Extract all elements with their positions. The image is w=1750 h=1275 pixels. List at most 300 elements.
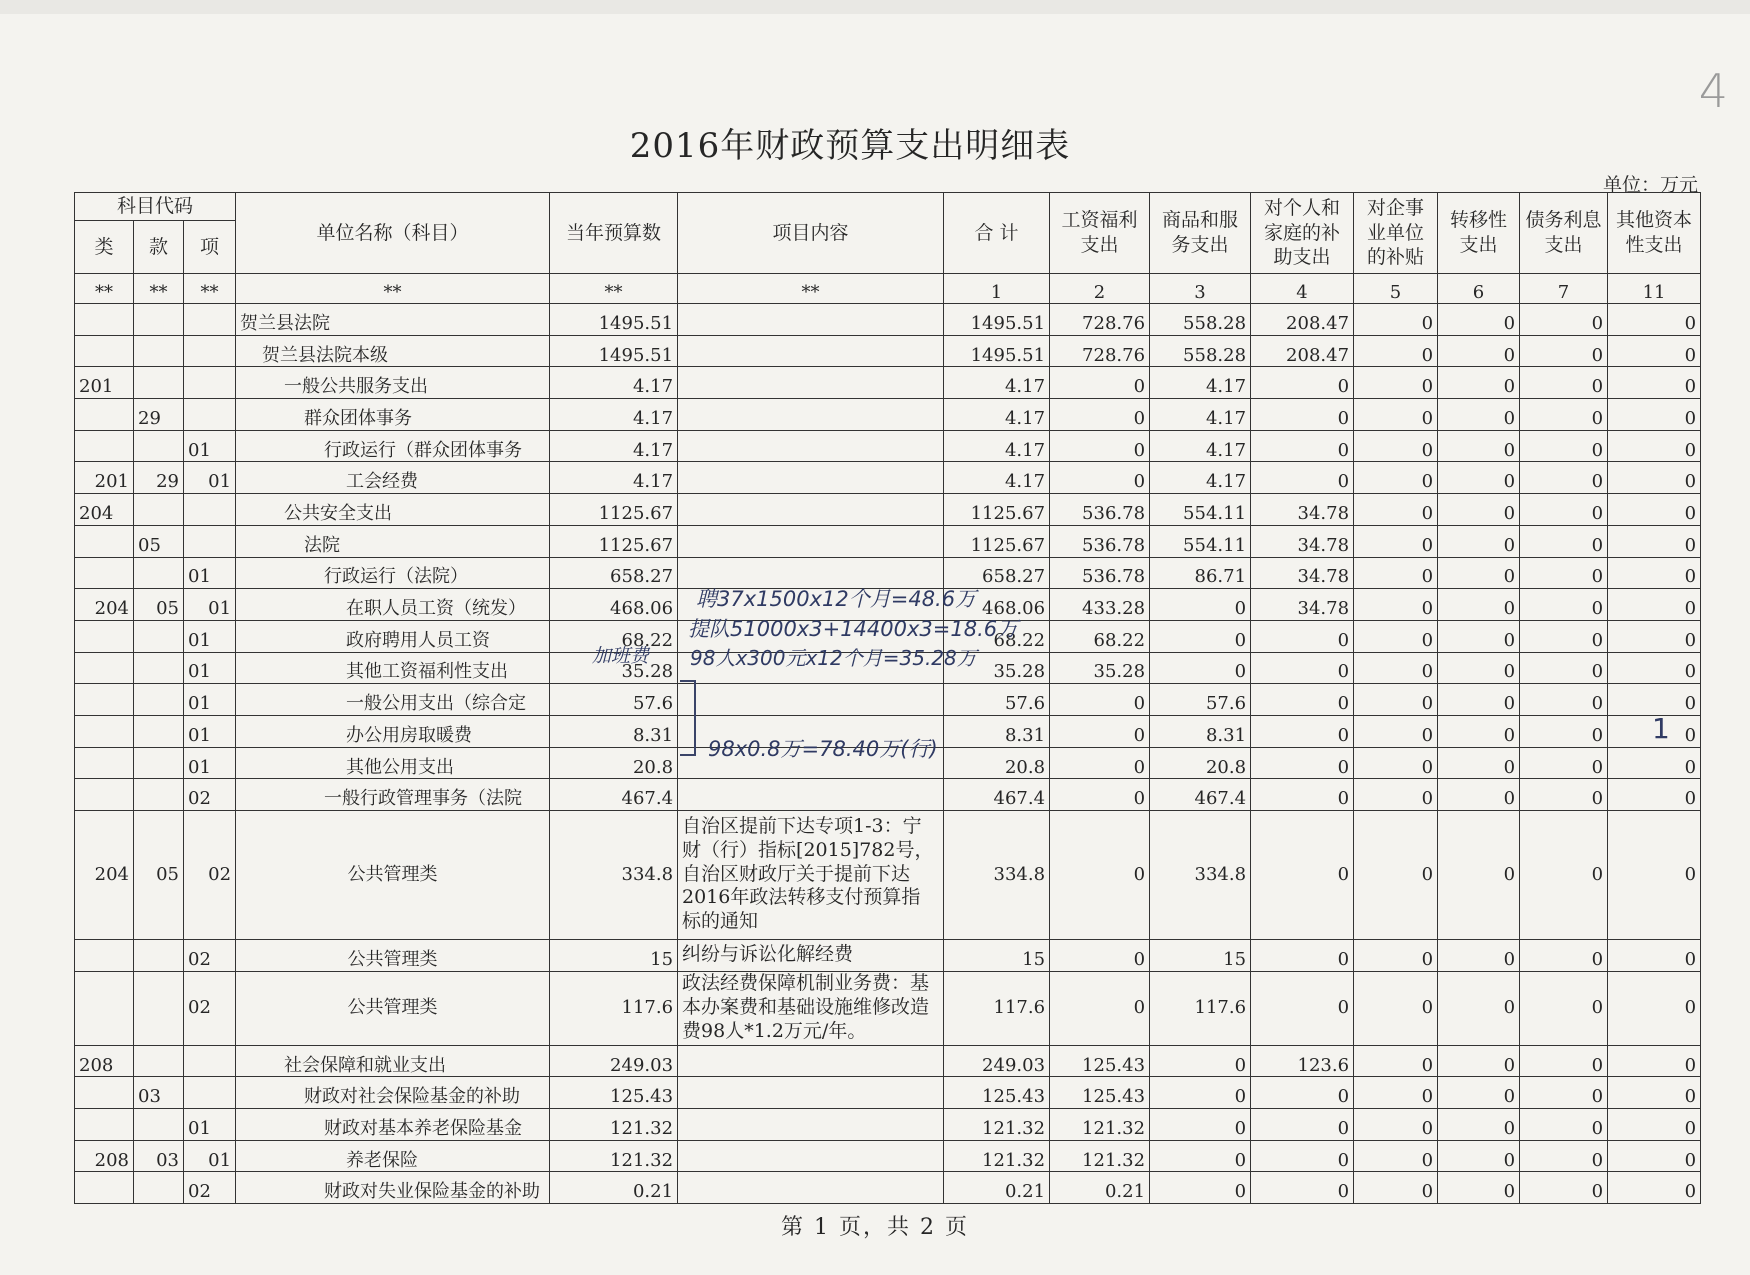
- header-total: 合 计: [944, 193, 1050, 274]
- amount-c7: 0: [1520, 1109, 1608, 1141]
- code-lei: [75, 335, 134, 367]
- amount-c3: 15: [1150, 940, 1251, 972]
- code-kuan: [134, 747, 184, 779]
- amount-c11: 0: [1608, 971, 1701, 1045]
- amount-c7: 0: [1520, 399, 1608, 431]
- unit-name: 法院: [236, 525, 550, 557]
- code-xiang: 02: [184, 779, 236, 811]
- code-kuan: 03: [134, 1077, 184, 1109]
- column-marker: 6: [1438, 274, 1520, 304]
- amount-c5: 0: [1354, 620, 1438, 652]
- budget-amount: 334.8: [550, 811, 678, 940]
- amount-c4: 0: [1251, 715, 1354, 747]
- amount-c1: 20.8: [944, 747, 1050, 779]
- code-kuan: [134, 557, 184, 589]
- amount-c1: 468.06: [944, 589, 1050, 621]
- budget-amount: 1125.67: [550, 525, 678, 557]
- amount-c5: 0: [1354, 335, 1438, 367]
- unit-name: 在职人员工资（统发）: [236, 589, 550, 621]
- amount-c6: 0: [1438, 747, 1520, 779]
- amount-c5: 0: [1354, 399, 1438, 431]
- budget-amount: 15: [550, 940, 678, 972]
- amount-c6: 0: [1438, 304, 1520, 336]
- amount-c5: 0: [1354, 557, 1438, 589]
- code-xiang: 01: [184, 589, 236, 621]
- amount-c1: 1125.67: [944, 525, 1050, 557]
- code-kuan: [134, 335, 184, 367]
- code-kuan: 05: [134, 811, 184, 940]
- amount-c2: 0.21: [1050, 1172, 1150, 1204]
- amount-c4: 34.78: [1251, 589, 1354, 621]
- amount-c7: 0: [1520, 779, 1608, 811]
- amount-c6: 0: [1438, 971, 1520, 1045]
- table-row: [75, 335, 1701, 367]
- project-content: [678, 779, 944, 811]
- budget-amount: 4.17: [550, 399, 678, 431]
- amount-c5: 0: [1354, 1109, 1438, 1141]
- amount-c5: 0: [1354, 1140, 1438, 1172]
- code-kuan: 29: [134, 399, 184, 431]
- amount-c7: 0: [1520, 304, 1608, 336]
- amount-c4: 0: [1251, 1109, 1354, 1141]
- unit-name: 群众团体事务: [236, 399, 550, 431]
- code-lei: 201: [75, 367, 134, 399]
- table-row: [75, 367, 1701, 399]
- code-lei: [75, 430, 134, 462]
- code-kuan: [134, 779, 184, 811]
- project-content: [678, 1109, 944, 1141]
- table-row: [75, 684, 1701, 716]
- budget-amount: 68.22: [550, 620, 678, 652]
- code-kuan: 03: [134, 1140, 184, 1172]
- amount-c3: 86.71: [1150, 557, 1251, 589]
- code-lei: [75, 304, 134, 336]
- amount-c6: 0: [1438, 940, 1520, 972]
- amount-c7: 0: [1520, 971, 1608, 1045]
- unit-name: 财政对失业保险基金的补助: [236, 1172, 550, 1204]
- amount-c6: 0: [1438, 1077, 1520, 1109]
- amount-c1: 1495.51: [944, 335, 1050, 367]
- amount-c3: 0: [1150, 620, 1251, 652]
- code-kuan: [134, 684, 184, 716]
- amount-c6: 0: [1438, 557, 1520, 589]
- handwritten-note: 98x0.8万=78.40万(行): [708, 737, 938, 761]
- code-lei: 204: [75, 589, 134, 621]
- header-xiang: 项: [184, 221, 236, 274]
- table-row: [75, 462, 1701, 494]
- code-xiang: 01: [184, 652, 236, 684]
- amount-c2: 0: [1050, 462, 1150, 494]
- amount-c6: 0: [1438, 1109, 1520, 1141]
- code-lei: [75, 715, 134, 747]
- amount-c2: 35.28: [1050, 652, 1150, 684]
- amount-c11: 0: [1608, 1172, 1701, 1204]
- unit-name: 政府聘用人员工资: [236, 620, 550, 652]
- code-xiang: 01: [184, 462, 236, 494]
- header-budget: 当年预算数: [550, 193, 678, 274]
- budget-amount: 4.17: [550, 367, 678, 399]
- unit-name: 贺兰县法院本级: [236, 335, 550, 367]
- code-kuan: [134, 971, 184, 1045]
- amount-c11: 0: [1608, 1045, 1701, 1077]
- project-content: [678, 335, 944, 367]
- amount-c7: 0: [1520, 494, 1608, 526]
- project-content: 自治区提前下达专项1-3：宁财（行）指标[2015]782号，自治区财政厅关于提前下达2016年政法转移支付预算指标的通知: [678, 811, 944, 940]
- budget-table: [74, 192, 1701, 1204]
- code-kuan: [134, 1109, 184, 1141]
- table-row: [75, 525, 1701, 557]
- amount-c4: 0: [1251, 1140, 1354, 1172]
- table-row: [75, 779, 1701, 811]
- amount-c11: 0: [1608, 1140, 1701, 1172]
- page-marker: 4: [1698, 64, 1732, 118]
- amount-c1: 125.43: [944, 1077, 1050, 1109]
- amount-c5: 0: [1354, 971, 1438, 1045]
- amount-c4: 0: [1251, 811, 1354, 940]
- amount-c11: 0: [1608, 715, 1701, 747]
- code-xiang: [184, 525, 236, 557]
- amount-c3: 20.8: [1150, 747, 1251, 779]
- column-marker: 5: [1354, 274, 1438, 304]
- amount-c2: 121.32: [1050, 1140, 1150, 1172]
- code-kuan: [134, 494, 184, 526]
- table-row: [75, 304, 1701, 336]
- amount-c3: 4.17: [1150, 462, 1251, 494]
- amount-c3: 0: [1150, 1045, 1251, 1077]
- code-lei: [75, 557, 134, 589]
- code-xiang: 01: [184, 557, 236, 589]
- amount-c4: 0: [1251, 430, 1354, 462]
- amount-c5: 0: [1354, 811, 1438, 940]
- amount-c3: 0: [1150, 1077, 1251, 1109]
- amount-c2: 68.22: [1050, 620, 1150, 652]
- amount-c1: 658.27: [944, 557, 1050, 589]
- code-xiang: [184, 367, 236, 399]
- unit-name: 行政运行（群众团体事务: [236, 430, 550, 462]
- code-lei: [75, 779, 134, 811]
- amount-c3: 8.31: [1150, 715, 1251, 747]
- budget-amount: 35.28: [550, 652, 678, 684]
- amount-c3: 554.11: [1150, 525, 1251, 557]
- amount-c3: 558.28: [1150, 304, 1251, 336]
- amount-c7: 0: [1520, 557, 1608, 589]
- table-row: [75, 811, 1701, 940]
- budget-amount: 8.31: [550, 715, 678, 747]
- table-row: [75, 1172, 1701, 1204]
- amount-c3: 0: [1150, 1172, 1251, 1204]
- table-row: [75, 940, 1701, 972]
- amount-c2: 125.43: [1050, 1077, 1150, 1109]
- amount-c4: 0: [1251, 1172, 1354, 1204]
- code-kuan: [134, 940, 184, 972]
- header-personal: 对个人和家庭的补助支出: [1251, 193, 1354, 274]
- amount-c11: 0: [1608, 557, 1701, 589]
- amount-c2: 0: [1050, 399, 1150, 431]
- budget-amount: 1495.51: [550, 304, 678, 336]
- amount-c6: 0: [1438, 525, 1520, 557]
- code-xiang: [184, 335, 236, 367]
- amount-c7: 0: [1520, 430, 1608, 462]
- amount-c4: 0: [1251, 971, 1354, 1045]
- amount-c2: 433.28: [1050, 589, 1150, 621]
- code-kuan: [134, 652, 184, 684]
- code-xiang: 02: [184, 1172, 236, 1204]
- table-row: [75, 430, 1701, 462]
- amount-c1: 121.32: [944, 1109, 1050, 1141]
- amount-c5: 0: [1354, 652, 1438, 684]
- code-lei: [75, 684, 134, 716]
- amount-c6: 0: [1438, 462, 1520, 494]
- amount-c11: 0: [1608, 589, 1701, 621]
- amount-c11: 0: [1608, 940, 1701, 972]
- amount-c3: 4.17: [1150, 399, 1251, 431]
- unit-name: 一般公共服务支出: [236, 367, 550, 399]
- column-marker: 2: [1050, 274, 1150, 304]
- handwritten-note: 提队51000x3+14400x3=18.6万: [688, 617, 1019, 641]
- amount-c7: 0: [1520, 684, 1608, 716]
- header-lei: 类: [75, 221, 134, 274]
- project-content: [678, 1045, 944, 1077]
- amount-c7: 0: [1520, 335, 1608, 367]
- amount-c11: 0: [1608, 811, 1701, 940]
- column-marker: 11: [1608, 274, 1701, 304]
- table-row: [75, 971, 1701, 1045]
- column-marker: **: [678, 274, 944, 304]
- unit-name: 公共安全支出: [236, 494, 550, 526]
- amount-c5: 0: [1354, 430, 1438, 462]
- code-kuan: [134, 1172, 184, 1204]
- unit-name: 财政对社会保险基金的补助: [236, 1077, 550, 1109]
- unit-name: 财政对基本养老保险基金: [236, 1109, 550, 1141]
- handwritten-note: 加班费: [592, 645, 650, 667]
- unit-name: 公共管理类: [236, 971, 550, 1045]
- budget-amount: 1495.51: [550, 335, 678, 367]
- amount-c6: 0: [1438, 1045, 1520, 1077]
- code-kuan: [134, 1045, 184, 1077]
- amount-c4: 208.47: [1251, 335, 1354, 367]
- amount-c11: 0: [1608, 779, 1701, 811]
- amount-c11: 0: [1608, 684, 1701, 716]
- code-xiang: 02: [184, 811, 236, 940]
- amount-c6: 0: [1438, 620, 1520, 652]
- amount-c3: 0: [1150, 589, 1251, 621]
- amount-c7: 0: [1520, 589, 1608, 621]
- column-marker: 3: [1150, 274, 1251, 304]
- header-project: 项目内容: [678, 193, 944, 274]
- amount-c11: 0: [1608, 652, 1701, 684]
- budget-amount: 0.21: [550, 1172, 678, 1204]
- amount-c11: 0: [1608, 747, 1701, 779]
- code-lei: 204: [75, 494, 134, 526]
- code-xiang: 01: [184, 1109, 236, 1141]
- amount-c3: 0: [1150, 652, 1251, 684]
- header-goods: 商品和服务支出: [1150, 193, 1251, 274]
- code-lei: 208: [75, 1140, 134, 1172]
- unit-name: 社会保障和就业支出: [236, 1045, 550, 1077]
- project-content: [678, 430, 944, 462]
- code-lei: [75, 1077, 134, 1109]
- budget-amount: 125.43: [550, 1077, 678, 1109]
- page-footer: 第 1 页，共 2 页: [781, 1215, 969, 1240]
- code-xiang: [184, 399, 236, 431]
- header-code-group: 科目代码: [75, 193, 236, 221]
- amount-c7: 0: [1520, 462, 1608, 494]
- project-content: 政法经费保障机制业务费：基本办案费和基础设施维修改造费98人*1.2万元/年。: [678, 971, 944, 1045]
- amount-c6: 0: [1438, 430, 1520, 462]
- code-kuan: [134, 304, 184, 336]
- amount-c2: 0: [1050, 684, 1150, 716]
- amount-c4: 0: [1251, 462, 1354, 494]
- code-kuan: 05: [134, 525, 184, 557]
- header-capital: 其他资本性支出: [1608, 193, 1701, 274]
- amount-c7: 0: [1520, 715, 1608, 747]
- amount-c1: 8.31: [944, 715, 1050, 747]
- code-xiang: [184, 304, 236, 336]
- amount-c7: 0: [1520, 811, 1608, 940]
- amount-c7: 0: [1520, 940, 1608, 972]
- code-xiang: 02: [184, 940, 236, 972]
- code-lei: [75, 652, 134, 684]
- unit-name: 公共管理类: [236, 811, 550, 940]
- amount-c5: 0: [1354, 462, 1438, 494]
- project-content: 纠纷与诉讼化解经费: [678, 940, 944, 972]
- unit-name: 一般行政管理事务（法院: [236, 779, 550, 811]
- amount-c11: 0: [1608, 620, 1701, 652]
- amount-c1: 4.17: [944, 399, 1050, 431]
- amount-c3: 334.8: [1150, 811, 1251, 940]
- amount-c2: 125.43: [1050, 1045, 1150, 1077]
- budget-amount: 117.6: [550, 971, 678, 1045]
- unit-name: 行政运行（法院）: [236, 557, 550, 589]
- unit-name: 工会经费: [236, 462, 550, 494]
- header-unit-name: 单位名称（科目）: [236, 193, 550, 274]
- amount-c1: 121.32: [944, 1140, 1050, 1172]
- amount-c4: 0: [1251, 940, 1354, 972]
- unit-name: 养老保险: [236, 1140, 550, 1172]
- amount-c11: 0: [1608, 525, 1701, 557]
- amount-c4: 0: [1251, 399, 1354, 431]
- amount-c5: 0: [1354, 367, 1438, 399]
- amount-c11: 0: [1608, 367, 1701, 399]
- budget-amount: 1125.67: [550, 494, 678, 526]
- code-lei: [75, 525, 134, 557]
- amount-c3: 4.17: [1150, 430, 1251, 462]
- code-lei: 201: [75, 462, 134, 494]
- code-xiang: 01: [184, 684, 236, 716]
- amount-c5: 0: [1354, 304, 1438, 336]
- amount-c1: 467.4: [944, 779, 1050, 811]
- code-lei: [75, 399, 134, 431]
- unit-name: 其他公用支出: [236, 747, 550, 779]
- table-row: [75, 1077, 1701, 1109]
- column-marker: 1: [944, 274, 1050, 304]
- amount-c3: 0: [1150, 1109, 1251, 1141]
- amount-c5: 0: [1354, 715, 1438, 747]
- code-lei: [75, 620, 134, 652]
- budget-amount: 20.8: [550, 747, 678, 779]
- amount-c1: 4.17: [944, 462, 1050, 494]
- budget-amount: 121.32: [550, 1140, 678, 1172]
- code-kuan: [134, 430, 184, 462]
- amount-c4: 34.78: [1251, 494, 1354, 526]
- amount-c3: 117.6: [1150, 971, 1251, 1045]
- column-marker: **: [75, 274, 134, 304]
- amount-c2: 728.76: [1050, 335, 1150, 367]
- column-marker: **: [184, 274, 236, 304]
- amount-c11: 0: [1608, 335, 1701, 367]
- code-xiang: 02: [184, 971, 236, 1045]
- amount-c6: 0: [1438, 399, 1520, 431]
- amount-c5: 0: [1354, 1045, 1438, 1077]
- amount-c11: 0: [1608, 1077, 1701, 1109]
- amount-c6: 0: [1438, 684, 1520, 716]
- amount-c5: 0: [1354, 589, 1438, 621]
- amount-c1: 334.8: [944, 811, 1050, 940]
- amount-c5: 0: [1354, 747, 1438, 779]
- amount-c7: 0: [1520, 652, 1608, 684]
- unit-name: 一般公用支出（综合定: [236, 684, 550, 716]
- amount-c6: 0: [1438, 811, 1520, 940]
- code-lei: [75, 940, 134, 972]
- handwritten-note: 98人x300元x12个月=35.28万: [690, 646, 977, 670]
- column-marker: **: [550, 274, 678, 304]
- code-kuan: 05: [134, 589, 184, 621]
- header-enterprise: 对企事业单位的补贴: [1354, 193, 1438, 274]
- amount-c2: 728.76: [1050, 304, 1150, 336]
- unit-name: 其他工资福利性支出: [236, 652, 550, 684]
- amount-c2: 0: [1050, 779, 1150, 811]
- handwritten-bracket: [680, 680, 696, 756]
- unit-label: 单位：万元: [1602, 174, 1698, 196]
- amount-c4: 0: [1251, 1077, 1354, 1109]
- amount-c4: 0: [1251, 620, 1354, 652]
- code-kuan: 29: [134, 462, 184, 494]
- amount-c3: 0: [1150, 1140, 1251, 1172]
- amount-c4: 0: [1251, 652, 1354, 684]
- column-marker: **: [236, 274, 550, 304]
- amount-c5: 0: [1354, 779, 1438, 811]
- amount-c6: 0: [1438, 1140, 1520, 1172]
- amount-c6: 0: [1438, 494, 1520, 526]
- table-row: [75, 1045, 1701, 1077]
- amount-c2: 0: [1050, 811, 1150, 940]
- amount-c1: 4.17: [944, 367, 1050, 399]
- header-transfer: 转移性支出: [1438, 193, 1520, 274]
- code-xiang: 01: [184, 715, 236, 747]
- amount-c4: 0: [1251, 747, 1354, 779]
- amount-c4: 34.78: [1251, 525, 1354, 557]
- amount-c2: 0: [1050, 747, 1150, 779]
- amount-c1: 57.6: [944, 684, 1050, 716]
- code-xiang: [184, 1077, 236, 1109]
- page-title: 2016年财政预算支出明细表: [629, 126, 1071, 166]
- amount-c7: 0: [1520, 1172, 1608, 1204]
- code-lei: 208: [75, 1045, 134, 1077]
- amount-c3: 57.6: [1150, 684, 1251, 716]
- column-marker-row: [75, 274, 1701, 304]
- amount-c4: 0: [1251, 367, 1354, 399]
- amount-c2: 0: [1050, 715, 1150, 747]
- amount-c6: 0: [1438, 652, 1520, 684]
- amount-c6: 0: [1438, 589, 1520, 621]
- project-content: [678, 367, 944, 399]
- amount-c1: 15: [944, 940, 1050, 972]
- amount-c7: 0: [1520, 1077, 1608, 1109]
- project-content: [678, 1172, 944, 1204]
- code-kuan: [134, 715, 184, 747]
- amount-c3: 558.28: [1150, 335, 1251, 367]
- amount-c5: 0: [1354, 525, 1438, 557]
